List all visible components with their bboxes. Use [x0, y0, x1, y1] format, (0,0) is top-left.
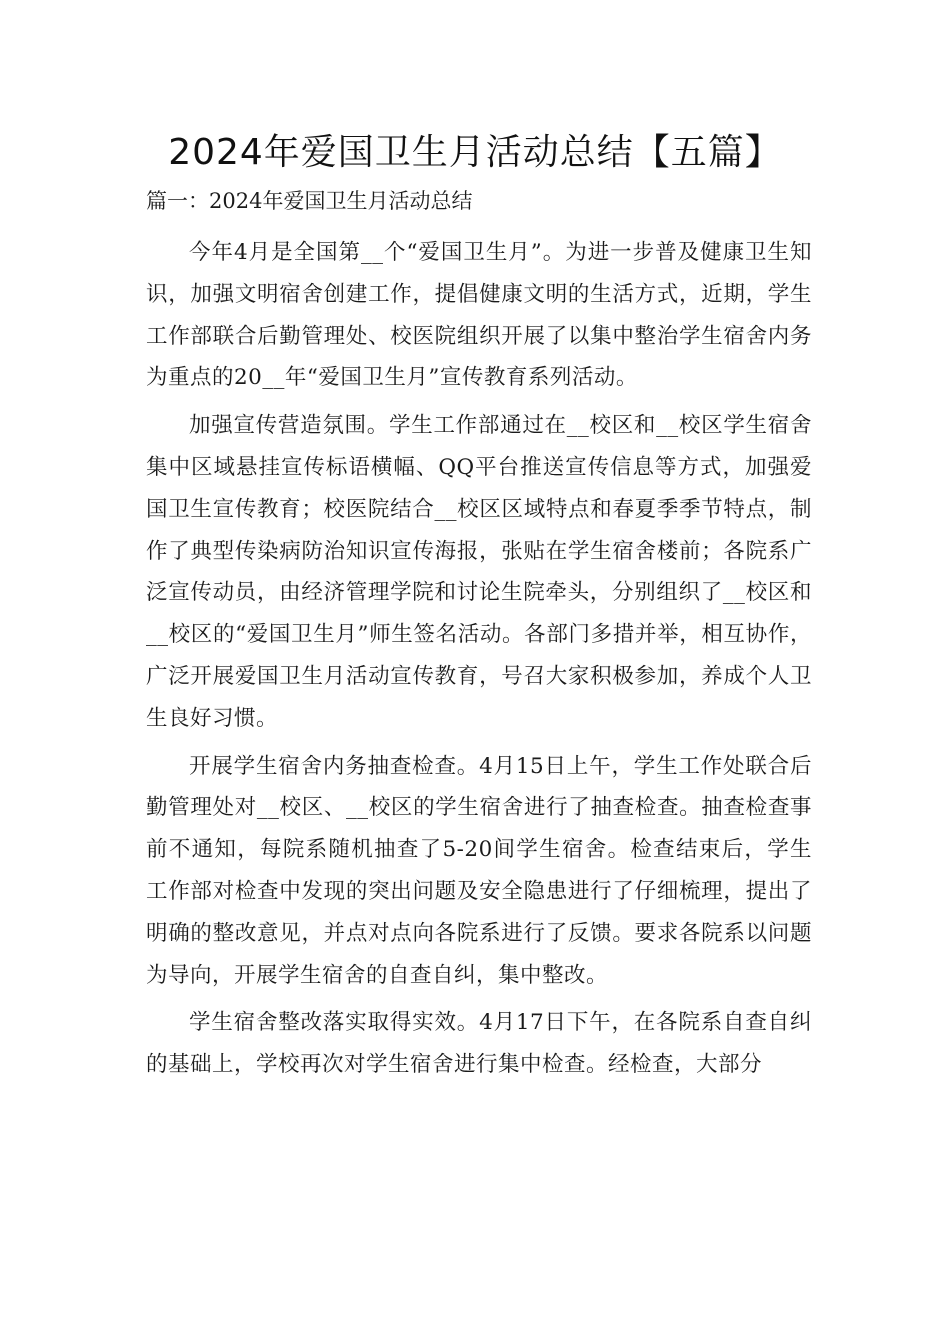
paragraph-2: 加强宣传营造氛围。学生工作部通过在__校区和__校区学生宿舍集中区域悬挂宣传标语横幅、QQ平台推送宣传信息等方式，加强爱国卫生宣传教育；校医院结合__校区区域特点和春夏季季节特点，制作了典型传染病防治知识宣传海报，张贴在学生宿舍楼前；各院系广泛宣传动员，由经济管理学院和讨论生院牵头，分别组织了__校区和__校区的“爱国卫生月”师生签名活动。各部门多措并举，相互协作，广泛开展爱国卫生月活动宣传教育，号召大家积极参加，养成个人卫生良好习惯。: [146, 413, 812, 731]
paragraph-1: 今年4月是全国第__个“爱国卫生月”。为进一步普及健康卫生知识，加强文明宿舍创建工作，提倡健康文明的生活方式，近期，学生工作部联合后勤管理处、校医院组织开展了以集中整治学生宿舍内务为重点的20__年“爱国卫生月”宣传教育系列活动。: [146, 240, 812, 391]
section-heading: 篇一：2024年爱国卫生月活动总结: [146, 189, 473, 213]
paragraph-4: 学生宿舍整改落实取得实效。4月17日下午，在各院系自查自纠的基础上，学校再次对学生宿舍进行集中检查。经检查，大部分: [146, 1010, 812, 1078]
paragraph-3: 开展学生宿舍内务抽查检查。4月15日上午，学生工作处联合后勤管理处对__校区、__校区的学生宿舍进行了抽查检查。抽查检查事前不通知，每院系随机抽查了5-20间学生宿舍。检查结束后，学生工作部对检查中发现的突出问题及安全隐患进行了仔细梳理，提出了明确的整改意见，并点对点向各院系进行了反馈。要求各院系以问题为导向，开展学生宿舍的自查自纠，集中整改。: [146, 753, 812, 988]
document-body: [146, 232, 812, 1092]
document-title: 2024年爱国卫生月活动总结【五篇】: [168, 132, 782, 173]
